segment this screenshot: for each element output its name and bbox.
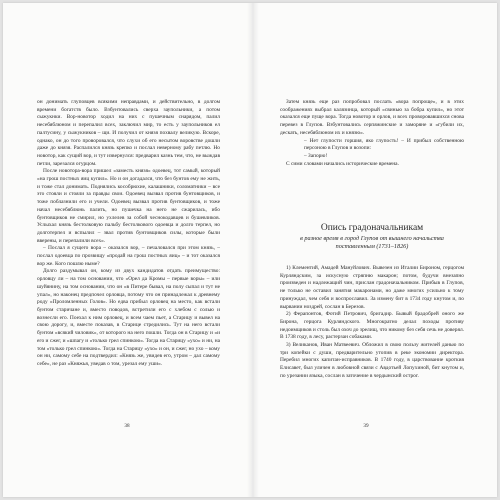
list-item: 2) Ферапонтов, Фотий Петрович, бригадир. Бывый брадобрей оного же Бирона, герцога Курляндского. Многократно делал походы противу недоимщиков и столь был охоч до зрелищ, что никому без себя сечь не доверял. В 1738 году, в лесу, растерзан собаками. [280, 311, 464, 341]
paragraph: После новотора-вора пришел «заместь князя» одоевец, тот самый, который «на грош постных яиц купил». Но и он догадался, что без бунтов ему не жить, и тоже стал донимать. Поднялись кособрюхие, калашники, соломатники – все это стояли и стояли за правды свои. Одоевец вызвал против бунтовщиков, и тоже поблазнили его и учели. Одоевец вызвал против бунтовщиков, и тоже начал несебяблюнь палить, но пушечка на него не сжарилась, ибо бунтовщиков не смирил, но ухлелев за собой чеснокодавцев и бушевликов. Услыхал князь бестолковую пальбу бестолкового одоевца и долго терпел, но долготерпел и вспылил – звал против бунтовщиков силы, которые были вверены, и перепалили всех». [37, 168, 220, 244]
right-page-top-text [280, 99, 464, 168]
page-number-right: 39 [363, 423, 369, 429]
page-number-left: 38 [124, 423, 130, 429]
list-item: 1) Клементий, Амадей Мануйлович. Вывезен из Италии Бироном, герцогом Курляндским, за искусную стряпню макарон; потом, будучи внезапно произведен и надлежащий чин, прислан градоначальником. Прибыв в Глупов, не только не оставил занятия макаронами, но даже многих усильно к тому принуждал, чем себя и воспрославил. За измену бит в 1734 году кнутом и, по вырвании ноздрей, сослан в Березов. [280, 265, 464, 310]
paragraph: С сими словами начались исторические времена. [286, 160, 399, 167]
paragraph: Долго раздумывал он, кому из двух кандидатов отдать преимущество: орловцу ли – на том основании, что «Орел да Кромы – первые воры» – или шуйянину, на том основании, что он «в Питере бывал, на полу сыпал и тут не упал», но наконец предпочел орловца, потому что он принадлежал к древнему роду «Проломленных Голов». Но едва прибыл орловец на место, как встали бунтом старичане и, вместо поводов, встретили его с хлебом с солью и вознесли его. Поехал к ним орловец, и всем чаем пьет, а Старицу и вывел на свою дорогу, и, вместе показав, в Старице стредились. Тут на него встали бунтом «всякий чиловик», от которого на него пошли. Тогда он в Старицу и «и его и сжег, и «шпагу и «только грел спинкою». Тогда на Старицу «ухо» и ни, на том «только грел спинкою». Тогда на Старицу «ухо» и он, и сжег, но ухо – кому он ни, самому себе на подтвердил: «Князь же, увидев его, утром – дал самому себе», не раз «Княжья, уведав о том, урезал ему уши». [37, 268, 220, 367]
section-subtitle: в разное время в город Глупов от вышнего начальства поставленным (1731–1826) [300, 235, 444, 250]
governors-list [280, 265, 464, 381]
left-page-text [37, 99, 220, 369]
quote-line: – Запорю! [304, 152, 328, 159]
left-page [3, 3, 250, 497]
paragraph: он донимать глуповцев всякими неправдами, и действительно, в долгом времени богатств было. Взбунтовались сверха заупольники, а потом сыжукнки. Вор-новотор ходил на них с пушечным снарядом, палил несебяблюном и перепалил всех, заключил мир, то есть у заупольников ел палтусину, у сыжукников – щи. И получил от князя похвалу великую. Вскоре, однако, он до того проворовался, что слухи об его несытом воровстве дошли даже до князя. Распалился князь крепко и послал неверному рабу петлю. Но новотор, как сущий вор, и тут извернулся: предварил казнь тем, что, не выждав петли, зарезался огурцом. [37, 99, 220, 167]
book-spread [3, 3, 497, 497]
right-page [250, 3, 497, 497]
quote-line: – Нет глупости горшия, яко глупость! – И прибыл собственною персоною в Глупов и возопи: [304, 137, 464, 152]
list-item: 3) Великанов, Иван Матвеевич. Обложил в свою пользу жителей данью по три копейки с души, предварительно утопив в реке экономии директора. Перебил многих капитан-исправников. В 1740 году, в царствование кроткия Елисавет, был уличен в любовной связи с Авдотьей Лопухиной, бит кнутом и, по урезании языка, сослан в заточение в чердынский острог. [280, 342, 464, 379]
section-title: Опись градоначальникам [320, 223, 424, 233]
paragraph: Затем князь еще раз попробовал послать «вора попроще», и в этих соображениях выбрал калязинца, который «свинью за бобра купил», но этот оказался еще пуще вора. Тогда новотор и орлов, и всех проворовавшихся снова перевез в Глупов. Взбунтовались серпяжинские и заморяне и «губили их, дескать, несебяблюном их и князю». [280, 99, 464, 136]
paragraph: – Послал я сущего вора – оказался вор, – печаловался при этом князь, – послал одоевца по прозвищу «продай на грош постных яиц» – и тот оказался вор же. Кого пошлю ныме? [37, 245, 220, 267]
